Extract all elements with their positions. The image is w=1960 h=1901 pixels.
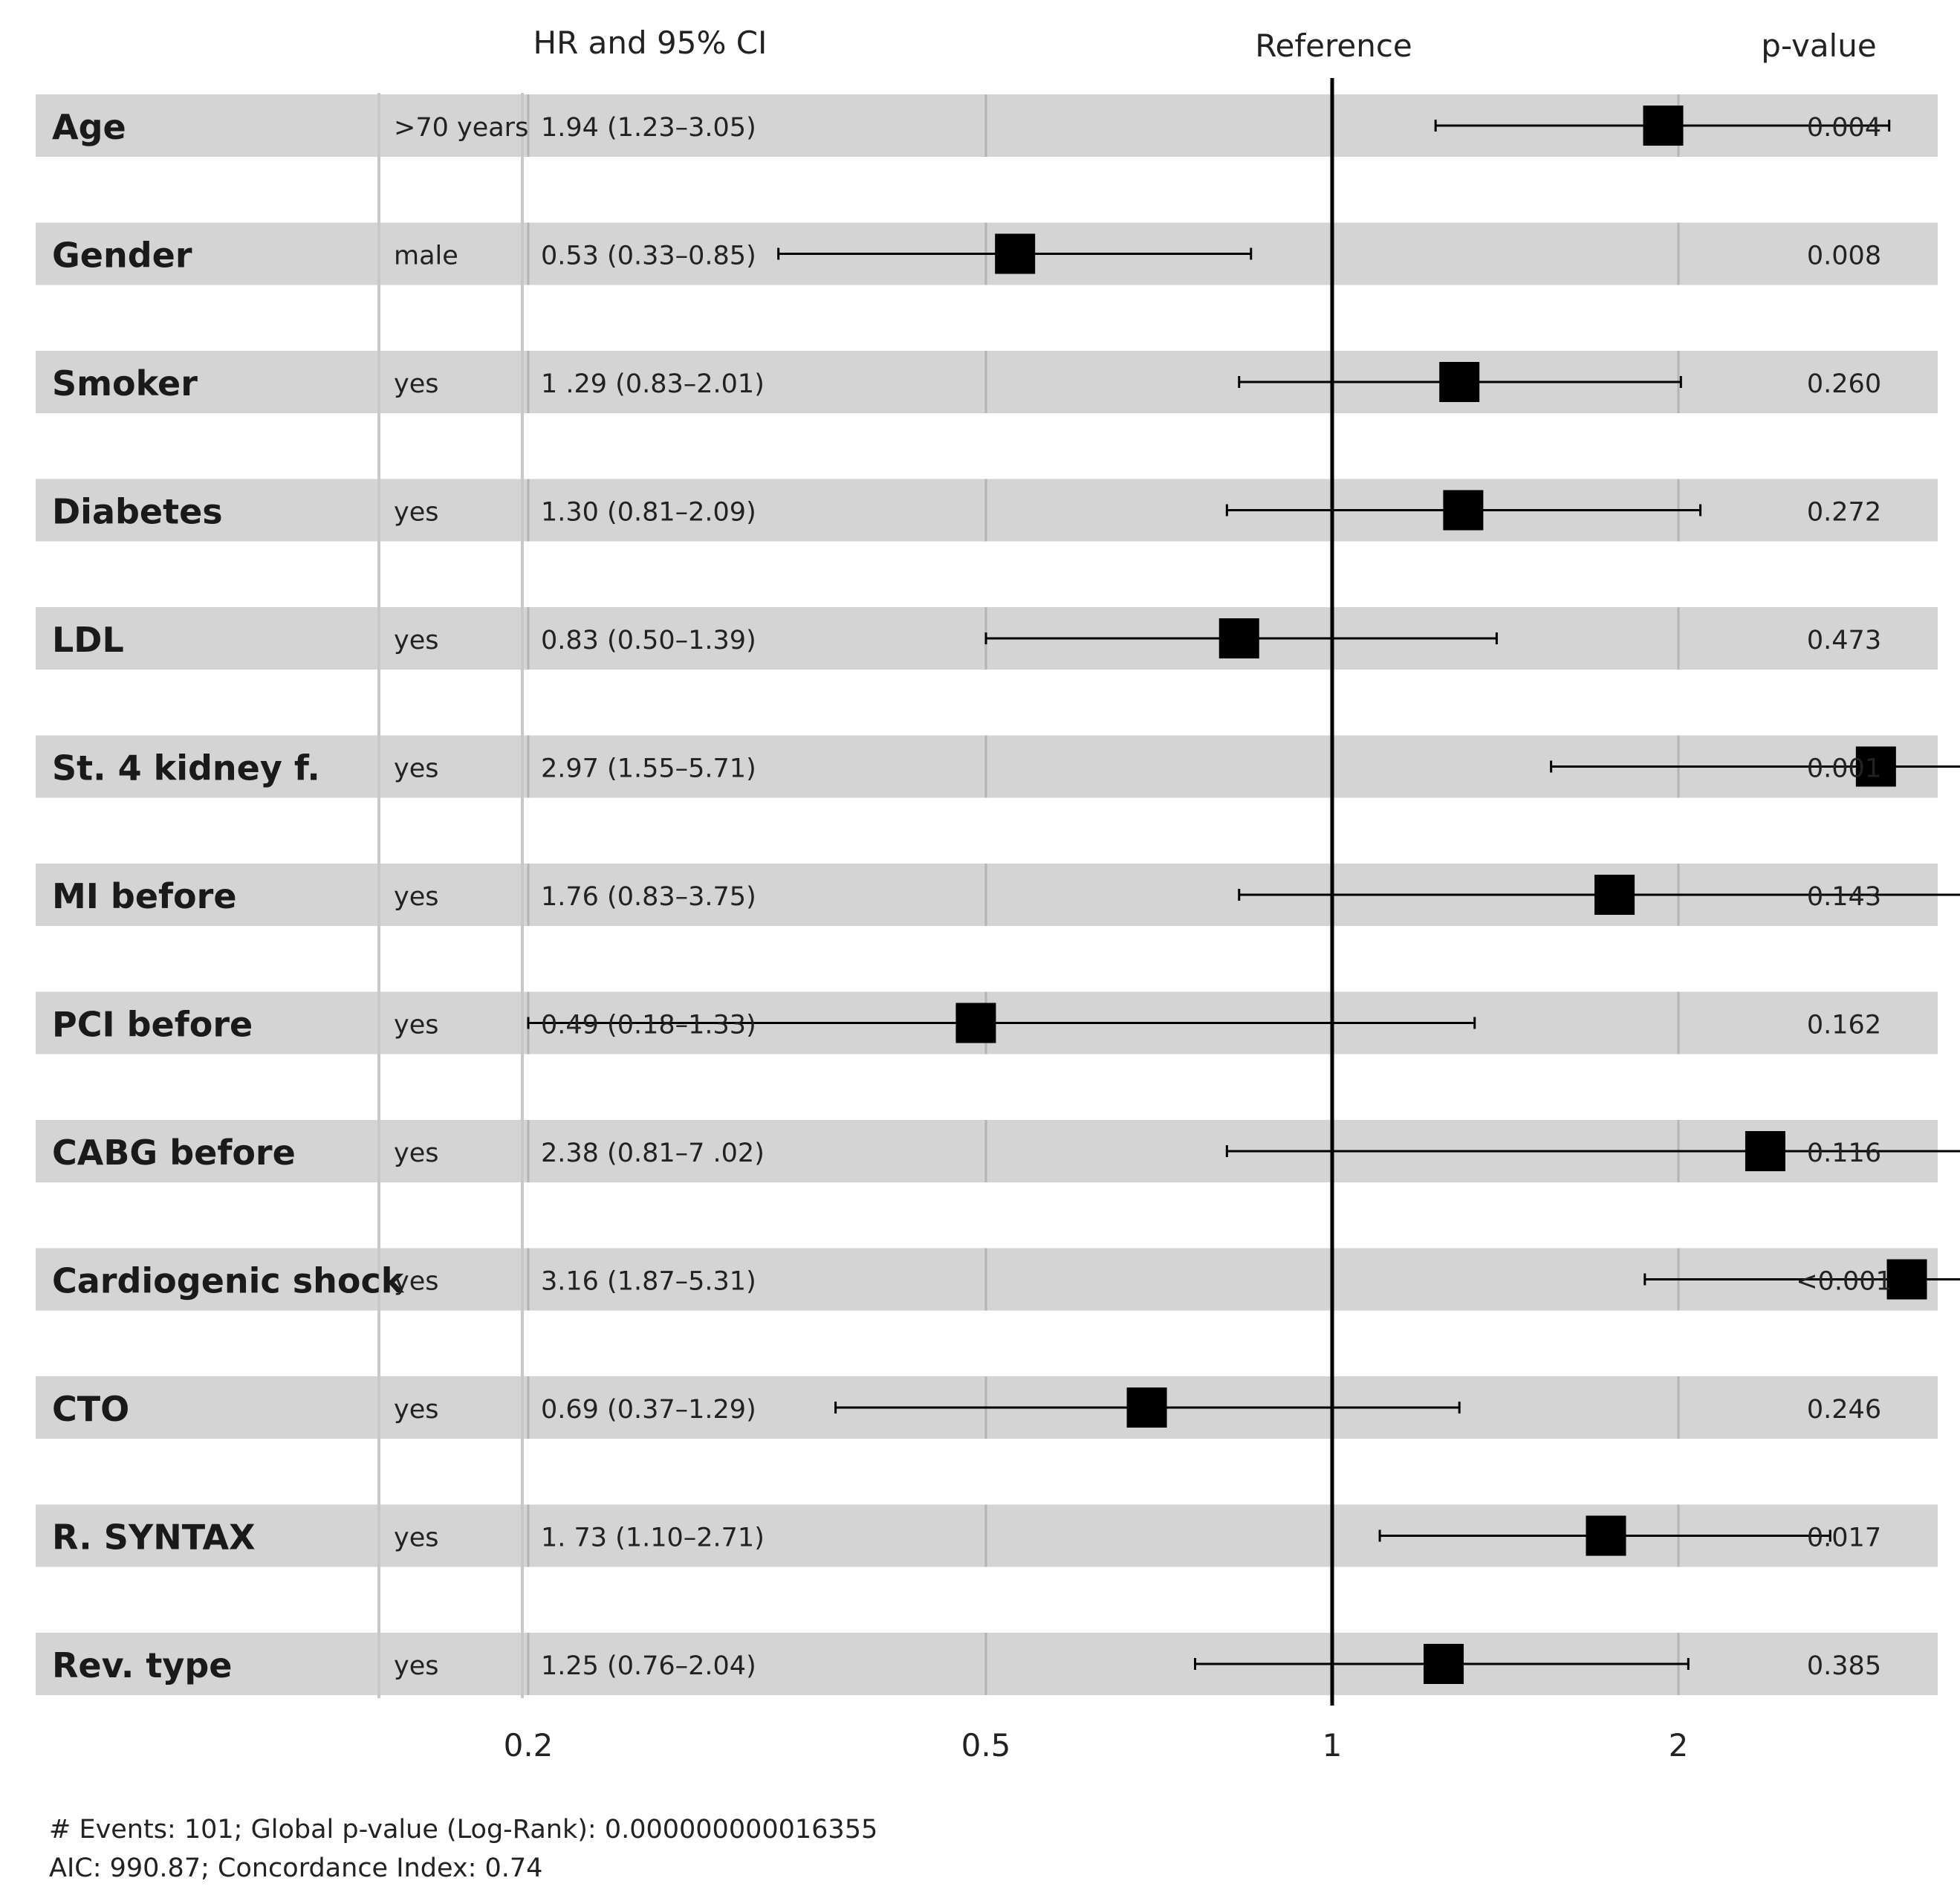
row-pvalue: 0.004 <box>1806 113 1882 143</box>
row-level: yes <box>394 626 439 655</box>
x-tick-labels <box>504 1727 1960 1764</box>
row-level: yes <box>394 1266 439 1297</box>
hr-point <box>1439 362 1479 402</box>
hr-point <box>1424 1644 1464 1684</box>
row-label: Age <box>52 107 126 147</box>
row-hr-ci: 1.25 (0.76–2.04) <box>541 1651 756 1681</box>
row-pvalue: 0.260 <box>1806 369 1882 399</box>
row-pvalue: 0.116 <box>1806 1139 1882 1168</box>
hr-point <box>1586 1516 1626 1556</box>
row-hr-ci: 2.97 (1.55–5.71) <box>541 754 756 784</box>
row-label: St. 4 kidney f. <box>52 748 320 788</box>
row-label: Rev. type <box>52 1645 233 1685</box>
row-pvalue: 0.162 <box>1806 1010 1882 1040</box>
row-pvalue: 0.017 <box>1806 1523 1882 1553</box>
row-level: male <box>394 241 458 271</box>
row-hr-ci: 1.30 (0.81–2.09) <box>541 497 756 528</box>
row-level: yes <box>394 1139 439 1168</box>
row-label: Cardiogenic shock <box>52 1260 404 1301</box>
row-label: CABG before <box>52 1133 296 1173</box>
row-hr-ci: 1. 73 (1.10–2.71) <box>541 1523 765 1553</box>
row-level: yes <box>394 1523 439 1553</box>
row-label: Diabetes <box>52 491 223 532</box>
row-label: Smoker <box>52 363 198 404</box>
row-level: yes <box>394 1651 439 1681</box>
row-pvalue: 0.272 <box>1806 497 1882 528</box>
row-label: CTO <box>52 1389 130 1429</box>
x-tick-label: 2 <box>1668 1727 1689 1764</box>
hr-point <box>1219 618 1259 658</box>
row-label: PCI before <box>52 1004 253 1045</box>
x-tick-label: 0.2 <box>503 1727 554 1764</box>
footer-events: # Events: 101; Global p-value (Log-Rank): 0.000000000016355 <box>49 1815 878 1845</box>
row-level: yes <box>394 1395 439 1425</box>
row-label: Gender <box>52 235 192 276</box>
x-tick-label: 0.5 <box>961 1727 1011 1764</box>
column-headers <box>533 25 1877 64</box>
row-level: yes <box>394 754 439 784</box>
row-pvalue: 0.001 <box>1806 754 1882 784</box>
row-level: yes <box>394 497 439 528</box>
hr-point <box>1443 490 1483 531</box>
hr-point <box>1643 106 1684 146</box>
row-label: MI before <box>52 876 237 916</box>
row-label: R. SYNTAX <box>52 1517 256 1558</box>
row-pvalue: 0.385 <box>1806 1651 1882 1681</box>
row-level: yes <box>394 882 439 912</box>
hr-point <box>995 234 1035 274</box>
row-pvalue: 0.473 <box>1806 626 1882 655</box>
x-tick-label: 1 <box>1322 1727 1343 1764</box>
row-hr-ci: 0.69 (0.37–1.29) <box>541 1395 756 1425</box>
row-hr-ci: 2.38 (0.81–7 .02) <box>541 1139 765 1168</box>
row-pvalue: 0.008 <box>1806 241 1882 271</box>
hr-point <box>1594 875 1635 915</box>
row-label: LDL <box>52 620 124 660</box>
row-pvalue: 0.143 <box>1806 882 1882 912</box>
hr-point <box>1887 1260 1927 1300</box>
hr-point <box>1127 1387 1167 1428</box>
header-hr: HR and 95% CI <box>533 25 768 61</box>
row-hr-ci: 1.76 (0.83–3.75) <box>541 882 756 912</box>
row-hr-ci: 1.94 (1.23–3.05) <box>541 113 756 143</box>
footer-aic: AIC: 990.87; Concordance Index: 0.74 <box>49 1853 543 1883</box>
row-level: >70 years <box>394 113 529 143</box>
row-pvalue: 0.246 <box>1806 1395 1882 1425</box>
header-reference: Reference <box>1255 27 1412 64</box>
hr-point <box>955 1003 996 1043</box>
row-hr-ci: 0.53 (0.33–0.85) <box>541 241 756 271</box>
row-hr-ci: 0.83 (0.50–1.39) <box>541 626 756 655</box>
header-pvalue: p-value <box>1761 27 1877 64</box>
row-hr-ci: 3.16 (1.87–5.31) <box>541 1266 756 1297</box>
row-pvalue: <0.001 <box>1796 1266 1892 1297</box>
row-level: yes <box>394 1010 439 1040</box>
row-hr-ci: 1 .29 (0.83–2.01) <box>541 369 765 399</box>
hr-point <box>1745 1131 1785 1171</box>
row-level: yes <box>394 369 439 399</box>
row-hr-ci: 0.49 (0.18–1.33) <box>541 1010 756 1040</box>
